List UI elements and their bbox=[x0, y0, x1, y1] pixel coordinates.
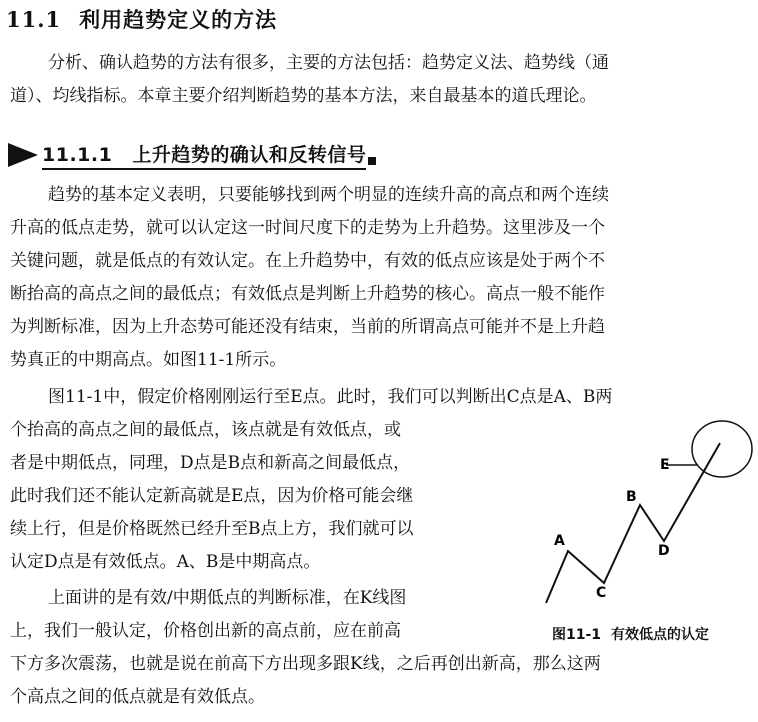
figure-diagram bbox=[540, 415, 758, 655]
paragraph-2 bbox=[10, 381, 612, 579]
subsection-title-text: 上升趋势的确认和反转信号 bbox=[132, 144, 367, 166]
label-e: E bbox=[660, 457, 670, 473]
subsection-title bbox=[42, 140, 366, 170]
section-title-text: 利用趋势定义的方法 bbox=[79, 7, 278, 32]
figure-caption bbox=[552, 624, 709, 644]
text-line: 势真正的中期高点。如图11-1所示。 bbox=[10, 350, 287, 370]
new-high-circle bbox=[692, 421, 752, 477]
text-line: 下方多次震荡，也就是说在前高下方出现多跟K线，之后再创出新高，那么这两 bbox=[10, 654, 601, 674]
text-line: 趋势的基本定义表明，只要能够找到两个明显的连续升高的高点和两个连续 bbox=[48, 185, 609, 205]
text-line: 续上行，但是价格既然已经升至B点上方，我们就可以 bbox=[10, 519, 414, 539]
subsection-heading bbox=[8, 140, 376, 170]
figure-caption-text: 有效低点的认定 bbox=[611, 627, 710, 643]
label-b: B bbox=[626, 489, 637, 505]
text-line: 为判断标准，因为上升态势可能还没有结束，当前的所谓高点可能并不是上升趋 bbox=[10, 317, 605, 337]
text-line: 升高的低点走势，就可以认定这一时间尺度下的走势为上升趋势。这里涉及一个 bbox=[10, 218, 605, 238]
price-path bbox=[546, 443, 720, 603]
text-line: 者是中期低点，同理，D点是B点和新高之间最低点， bbox=[10, 453, 411, 473]
text-line: 关键问题，就是低点的有效认定。在上升趋势中，有效的低点应该是处于两个不 bbox=[10, 251, 605, 271]
figure-caption-number: 图11-1 bbox=[552, 627, 602, 643]
label-a: A bbox=[554, 533, 565, 549]
text-line: 上，我们一般认定，价格创出新的高点前，应在前高 bbox=[10, 621, 401, 641]
text-line: 此时我们还不能认定新高就是E点，因为价格可能会继 bbox=[10, 486, 414, 506]
label-d: D bbox=[658, 543, 670, 559]
text-line: 个高点之间的低点就是有效低点。 bbox=[10, 687, 265, 707]
text-line: 道）、均线指标。本章主要介绍判断趋势的基本方法，来自最基本的道氏理论。 bbox=[10, 86, 597, 106]
paragraph-1 bbox=[10, 179, 609, 377]
intro-paragraph bbox=[10, 47, 609, 113]
section-title bbox=[6, 4, 277, 32]
subsection-number: 11.1.1 bbox=[42, 144, 113, 166]
text-line: 断抬高的高点之间的最低点；有效低点是判断上升趋势的核心。高点一般不能作 bbox=[10, 284, 605, 304]
paragraph-3 bbox=[10, 582, 601, 714]
heading-end-mark bbox=[368, 157, 376, 165]
text-line: 认定D点是有效低点。A、B是中期高点。 bbox=[10, 552, 321, 572]
text-line: 上面讲的是有效/中期低点的判断标准，在K线图 bbox=[48, 588, 407, 608]
arrow-icon bbox=[8, 143, 38, 167]
label-c: C bbox=[596, 585, 607, 601]
text-line: 图11-1中，假定价格刚刚运行至E点。此时，我们可以判断出C点是A、B两 bbox=[48, 387, 613, 407]
section-number: 11.1 bbox=[6, 7, 62, 32]
text-line: 分析、确认趋势的方法有很多，主要的方法包括：趋势定义法、趋势线（通 bbox=[48, 53, 609, 73]
text-line: 个抬高的高点之间的最低点，该点就是有效低点，或 bbox=[10, 420, 401, 440]
